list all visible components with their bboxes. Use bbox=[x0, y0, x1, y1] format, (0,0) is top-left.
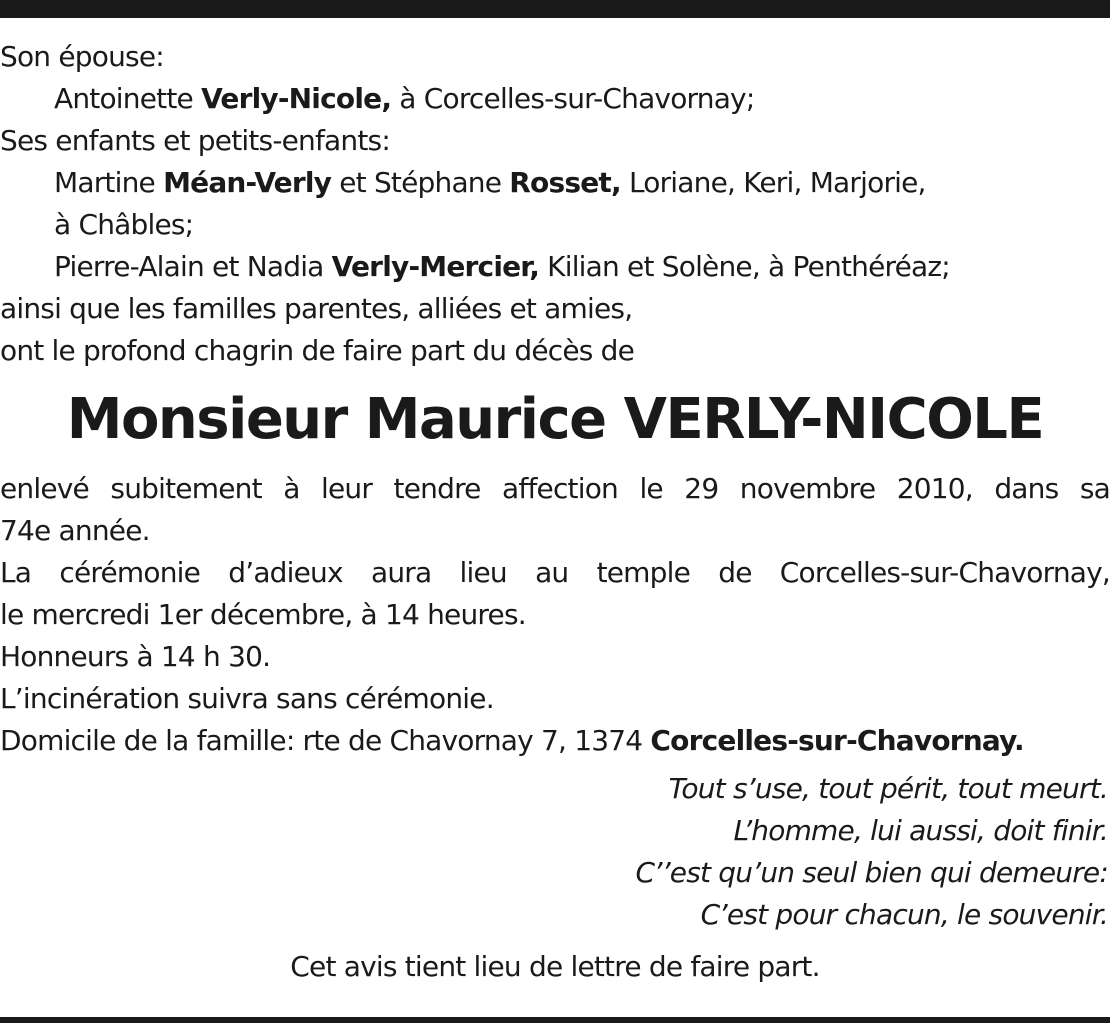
honours-line: Honneurs à 14 h 30. bbox=[0, 640, 271, 673]
child2-first-names: Pierre-Alain et Nadia bbox=[54, 250, 324, 283]
spouse-heading: Son épouse: bbox=[0, 40, 164, 73]
obituary-notice bbox=[0, 36, 1110, 988]
poem-line: C’est pour chacun, le souvenir. bbox=[700, 898, 1108, 931]
deceased-name: Monsieur Maurice VERLY-NICOLE bbox=[66, 387, 1044, 452]
child1-line bbox=[0, 162, 1110, 204]
child2-grandchildren: Kilian et Solène, à Penthéréaz; bbox=[547, 250, 950, 283]
top-rule bbox=[0, 0, 1110, 18]
child1-place: à Châbles; bbox=[54, 208, 194, 241]
child1-partner-surname: Rosset, bbox=[509, 166, 621, 199]
child1-partner: et Stéphane bbox=[339, 166, 502, 199]
children-heading: Ses enfants et petits-enfants: bbox=[0, 124, 390, 157]
poem-line: C’’est qu’un seul bien qui demeure: bbox=[635, 856, 1108, 889]
spouse-place: à Corcelles-sur-Chavornay; bbox=[399, 82, 755, 115]
spouse-line bbox=[0, 78, 1110, 120]
child1-grandchildren: Loriane, Keri, Marjorie, bbox=[628, 166, 926, 199]
death-line: enlevé subitement à leur tendre affection le 29 novembre 2010, dans sa bbox=[0, 472, 1110, 505]
domicile-line bbox=[0, 720, 1110, 762]
poem-line: L’homme, lui aussi, doit finir. bbox=[733, 814, 1108, 847]
spouse-surname: Verly-Nicole, bbox=[201, 82, 392, 115]
spouse-first-name: Antoinette bbox=[54, 82, 193, 115]
domicile-town: Corcelles-sur-Chavornay. bbox=[650, 724, 1024, 757]
domicile-address: Domicile de la famille: rte de Chavornay 7, 1374 bbox=[0, 724, 643, 757]
child2-line bbox=[0, 246, 1110, 288]
ceremony-line: La cérémonie d’adieux aura lieu au temple de Corcelles-sur-Chavornay, bbox=[0, 556, 1110, 589]
ceremony-date-line: le mercredi 1er décembre, à 14 heures. bbox=[0, 598, 526, 631]
announcement-line: ont le profond chagrin de faire part du décès de bbox=[0, 334, 635, 367]
bottom-rule bbox=[0, 1017, 1110, 1023]
child1-first-name: Martine bbox=[54, 166, 155, 199]
age-line: 74e année. bbox=[0, 514, 150, 547]
incineration-line: L’incinération suivra sans cérémonie. bbox=[0, 682, 494, 715]
relatives-line: ainsi que les familles parentes, alliées et amies, bbox=[0, 292, 633, 325]
child1-surname: Méan-Verly bbox=[163, 166, 332, 199]
poem-line: Tout s’use, tout périt, tout meurt. bbox=[668, 772, 1108, 805]
child2-surname: Verly-Mercier, bbox=[331, 250, 540, 283]
closing-line: Cet avis tient lieu de lettre de faire part. bbox=[290, 950, 820, 983]
